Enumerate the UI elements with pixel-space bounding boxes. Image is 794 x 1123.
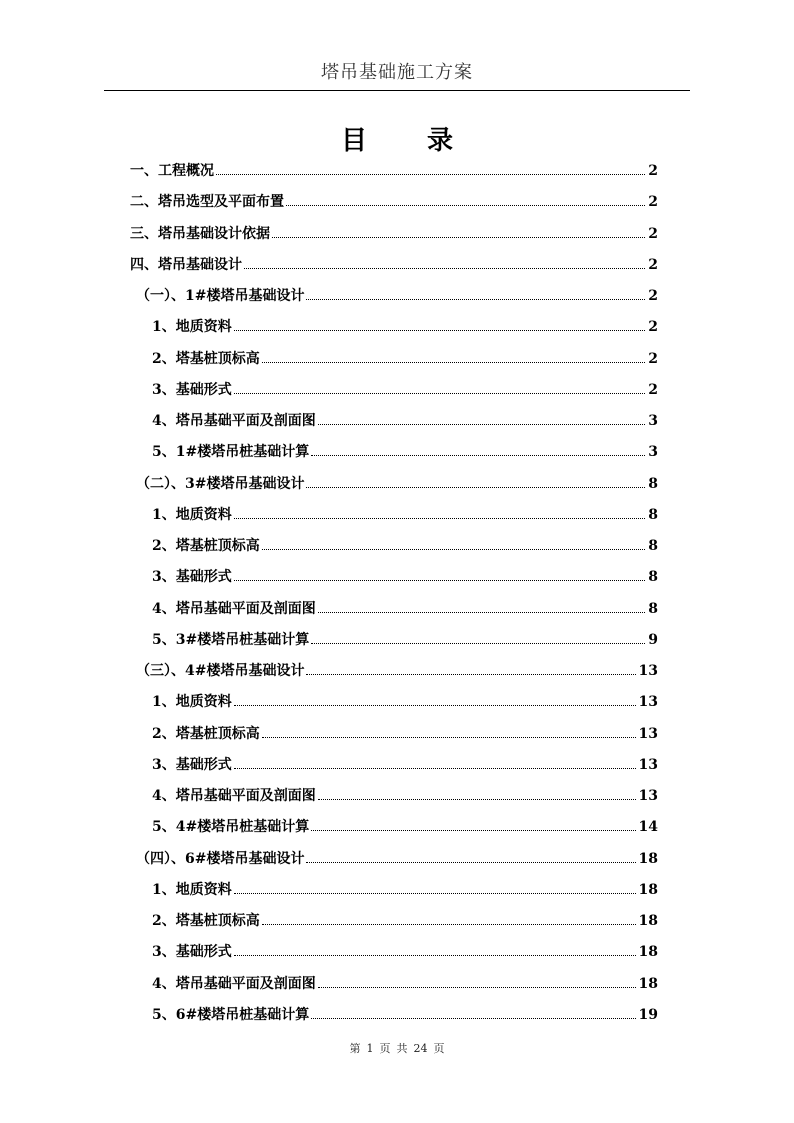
toc-entry[interactable]	[130, 160, 658, 191]
toc-entry-label: 2、塔基桩顶标高	[152, 913, 260, 929]
toc-entry-page: 13	[638, 725, 658, 742]
toc-entry-label: 四、塔吊基础设计	[130, 256, 242, 273]
toc-entry-label: 5、6#楼塔吊桩基础计算	[152, 1006, 310, 1023]
toc-dot-leader	[216, 174, 645, 175]
toc-entry-page: 3	[648, 444, 658, 461]
toc-entry-label: 4、塔吊基础平面及剖面图	[152, 975, 316, 992]
toc-entry[interactable]	[130, 379, 658, 410]
toc-dot-leader	[262, 924, 636, 925]
toc-entry-page: 8	[648, 600, 658, 617]
toc-entry-label: 一、工程概况	[130, 163, 214, 179]
toc-entry-page: 2	[648, 288, 658, 304]
toc-entry[interactable]	[130, 941, 658, 972]
toc-entry-page: 18	[638, 850, 658, 867]
footer-total-pages: 24	[413, 1042, 428, 1055]
toc-entry-label: 5、3#楼塔吊桩基础计算	[152, 631, 310, 648]
toc-entry[interactable]	[130, 754, 658, 785]
toc-dot-leader	[318, 987, 636, 988]
toc-entry-page: 18	[638, 881, 658, 898]
footer-suffix: 页	[433, 1042, 445, 1055]
toc-dot-leader	[234, 580, 646, 581]
toc-entry-label: 1、地质资料	[152, 694, 232, 711]
toc-entry[interactable]	[130, 879, 658, 910]
toc-entry-page: 2	[648, 350, 658, 367]
toc-entry-page: 8	[648, 538, 658, 554]
toc-entry[interactable]	[130, 441, 658, 472]
toc-dot-leader	[311, 830, 635, 831]
toc-entry-page: 2	[648, 319, 658, 336]
toc-entry-page: 9	[648, 631, 658, 648]
toc-entry[interactable]	[130, 1004, 658, 1035]
footer-mid1: 页	[379, 1042, 391, 1055]
toc-dot-leader	[311, 1018, 635, 1019]
toc-entry-page: 13	[638, 694, 658, 711]
toc-entry-label: 3、基础形式	[152, 944, 232, 961]
toc-dot-leader	[306, 674, 635, 675]
footer-current-page: 1	[366, 1042, 374, 1055]
toc-entry[interactable]	[130, 723, 658, 754]
toc-dot-leader	[234, 768, 636, 769]
toc-entry-page: 13	[638, 788, 658, 804]
toc-dot-leader	[318, 799, 636, 800]
toc-entry-label: 5、4#楼塔吊桩基础计算	[152, 819, 310, 836]
toc-dot-leader	[234, 393, 646, 394]
toc-entry-label: 1、地质资料	[152, 881, 232, 898]
toc-entry-page: 8	[648, 506, 658, 523]
toc-dot-leader	[272, 237, 645, 238]
toc-entry[interactable]	[130, 410, 658, 441]
toc-dot-leader	[318, 612, 646, 613]
toc-entry[interactable]	[130, 535, 658, 566]
toc-entry-page: 18	[638, 975, 658, 992]
toc-dot-leader	[262, 549, 646, 550]
toc-entry-label: 2、塔基桩顶标高	[152, 350, 260, 367]
toc-entry-label: 1、地质资料	[152, 319, 232, 336]
toc-entry[interactable]	[130, 504, 658, 535]
toc-dot-leader	[286, 205, 645, 206]
footer-mid2: 共	[396, 1042, 408, 1055]
toc-entry-page: 19	[638, 1006, 658, 1023]
page-footer	[0, 1040, 794, 1056]
toc-entry-label: （三）、4#楼塔吊基础设计	[136, 663, 305, 679]
toc-entry-label: 3、基础形式	[152, 756, 232, 773]
toc-entry-label: （二）、3#楼塔吊基础设计	[136, 475, 305, 492]
toc-entry-label: 二、塔吊选型及平面布置	[130, 194, 284, 211]
toc-dot-leader	[234, 955, 636, 956]
toc-entry-label: 三、塔吊基础设计依据	[130, 225, 270, 242]
table-of-contents	[130, 160, 658, 1035]
toc-dot-leader	[318, 424, 646, 425]
toc-dot-leader	[262, 737, 636, 738]
toc-entry-page: 2	[648, 163, 658, 179]
toc-entry[interactable]	[130, 973, 658, 1004]
toc-entry-label: 4、塔吊基础平面及剖面图	[152, 600, 316, 617]
toc-entry-label: （四）、6#楼塔吊基础设计	[136, 850, 305, 867]
toc-entry-label: （一）、1#楼塔吊基础设计	[136, 288, 305, 304]
toc-entry-page: 2	[648, 225, 658, 242]
toc-entry-page: 2	[648, 381, 658, 398]
toc-dot-leader	[234, 705, 636, 706]
toc-dot-leader	[311, 455, 645, 456]
toc-entry[interactable]	[130, 316, 658, 347]
toc-entry-page: 13	[638, 663, 658, 679]
toc-entry[interactable]	[130, 848, 658, 879]
toc-entry-label: 4、塔吊基础平面及剖面图	[152, 788, 316, 804]
toc-entry-page: 18	[638, 944, 658, 961]
page-header-title: 塔吊基础施工方案	[321, 62, 473, 83]
toc-entry[interactable]	[130, 816, 658, 847]
toc-entry-label: 4、塔吊基础平面及剖面图	[152, 413, 316, 429]
toc-entry-page: 14	[638, 819, 658, 836]
toc-entry[interactable]	[130, 566, 658, 597]
toc-entry[interactable]	[130, 691, 658, 722]
toc-entry[interactable]	[130, 191, 658, 222]
toc-dot-leader	[306, 299, 645, 300]
toc-dot-leader	[306, 862, 635, 863]
toc-entry[interactable]	[130, 660, 658, 691]
toc-entry[interactable]	[130, 910, 658, 941]
toc-entry-label: 1、地质资料	[152, 506, 232, 523]
toc-entry[interactable]	[130, 285, 658, 316]
toc-dot-leader	[244, 268, 645, 269]
toc-dot-leader	[234, 518, 646, 519]
toc-dot-leader	[234, 893, 636, 894]
toc-entry-page: 8	[648, 475, 658, 492]
toc-dot-leader	[306, 487, 645, 488]
toc-entry-page: 8	[648, 569, 658, 586]
toc-entry-label: 3、基础形式	[152, 381, 232, 398]
toc-entry[interactable]	[130, 598, 658, 629]
toc-entry-page: 18	[638, 913, 658, 929]
toc-entry[interactable]	[130, 473, 658, 504]
toc-entry-page: 13	[638, 756, 658, 773]
toc-title: 目录	[340, 126, 513, 156]
toc-entry[interactable]	[130, 223, 658, 254]
toc-entry-page: 3	[648, 413, 658, 429]
toc-entry-page: 2	[648, 194, 658, 211]
toc-entry-label: 3、基础形式	[152, 569, 232, 586]
toc-dot-leader	[311, 643, 645, 644]
toc-dot-leader	[262, 362, 646, 363]
footer-prefix: 第	[349, 1042, 361, 1055]
toc-entry-label: 5、1#楼塔吊桩基础计算	[152, 444, 310, 461]
toc-entry-label: 2、塔基桩顶标高	[152, 538, 260, 554]
header-rule	[104, 90, 690, 91]
toc-dot-leader	[234, 330, 646, 331]
toc-entry[interactable]	[130, 629, 658, 660]
toc-entry[interactable]	[130, 348, 658, 379]
toc-entry[interactable]	[130, 254, 658, 285]
toc-entry-page: 2	[648, 256, 658, 273]
toc-entry[interactable]	[130, 785, 658, 816]
toc-entry-label: 2、塔基桩顶标高	[152, 725, 260, 742]
